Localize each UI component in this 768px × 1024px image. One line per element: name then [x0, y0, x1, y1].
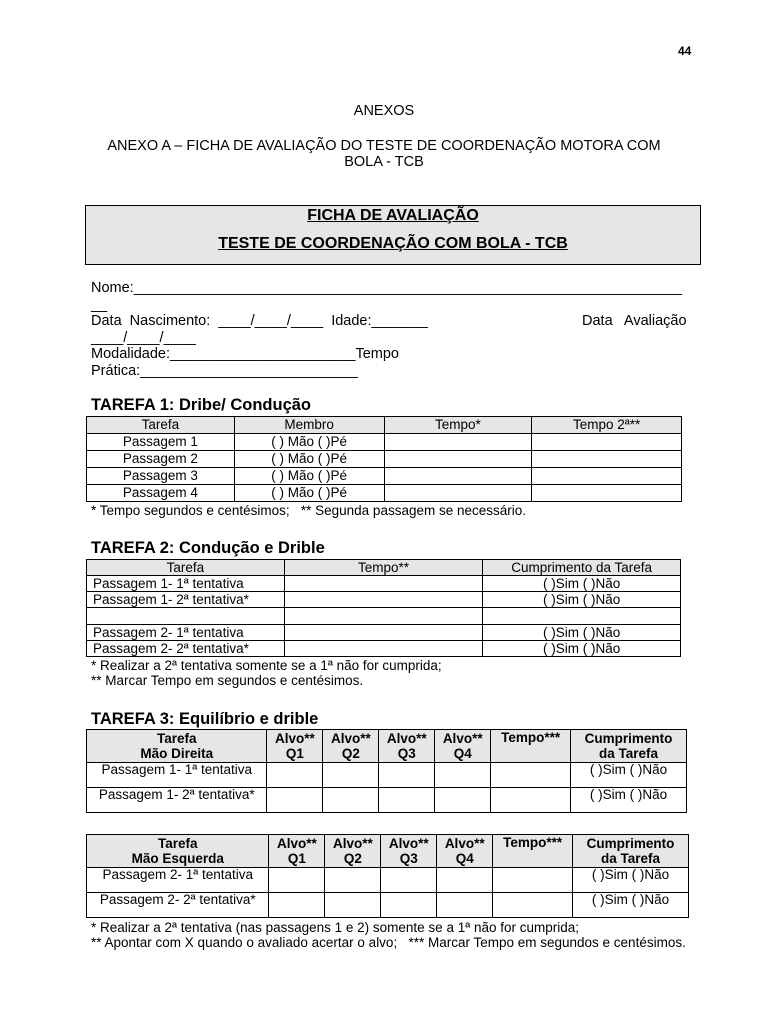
t3a-cell-q3[interactable] — [379, 763, 435, 788]
alvo-label: Alvo** — [444, 836, 485, 851]
t2-cell-tarefa: Passagem 1- 2ª tentativa* — [87, 592, 285, 608]
t2-cell-cumprimento[interactable]: ( )Sim ( )Não — [483, 641, 681, 657]
t1-cell-tarefa: Passagem 3 — [87, 468, 235, 485]
field-data-avaliacao-cont: ____/____/____ — [91, 330, 196, 346]
t1-cell-tempo2[interactable] — [532, 485, 682, 502]
t1-header-tempo: Tempo* — [384, 417, 532, 434]
t3a-cell-cumprimento[interactable]: ( )Sim ( )Não — [571, 763, 687, 788]
q2-label: Q2 — [341, 746, 360, 761]
alvo-label: Alvo** — [275, 731, 315, 746]
table-row — [87, 485, 682, 502]
t2-cell-tarefa: Passagem 2- 2ª tentativa* — [87, 641, 285, 657]
t3a-cell-tarefa: Passagem 1- 2ª tentativa* — [87, 788, 267, 813]
t3a-cell-q2[interactable] — [323, 788, 379, 813]
t1-cell-membro[interactable]: ( ) Mão ( )Pé — [234, 451, 384, 468]
table-row — [87, 868, 689, 893]
tarefa3-heading: TAREFA 3: Equilíbrio e drible — [91, 710, 319, 728]
t1-cell-tarefa: Passagem 2 — [87, 451, 235, 468]
q2-label: Q2 — [343, 851, 362, 866]
t3b-header-q1 — [269, 835, 325, 868]
table-row — [87, 468, 682, 485]
t2-cell-cumprimento[interactable]: ( )Sim ( )Não — [483, 592, 681, 608]
t3a-cell-q1[interactable] — [267, 788, 323, 813]
form-title-line1: FICHA DE AVALIAÇÃO — [307, 207, 479, 224]
field-nascimento: Data Nascimento: ____/____/____ Idade:_______ — [91, 313, 428, 329]
table-row — [87, 434, 682, 451]
tarefa1-table — [86, 416, 682, 502]
page-number: 44 — [678, 44, 692, 58]
t3a-header-cumprimento — [571, 730, 687, 763]
form-title-box — [85, 205, 701, 265]
t3a-header-q1 — [267, 730, 323, 763]
t2-header-tarefa: Tarefa — [87, 560, 285, 576]
t3b-header-q3 — [381, 835, 437, 868]
t3b-cell-tempo[interactable] — [493, 868, 573, 893]
t1-cell-tempo[interactable] — [384, 485, 532, 502]
t3b-cell-q1[interactable] — [269, 868, 325, 893]
alvo-label: Alvo** — [332, 836, 373, 851]
t3b-cell-q4[interactable] — [437, 868, 493, 893]
t1-header-tempo2: Tempo 2ª** — [532, 417, 682, 434]
tarefa2-note2: ** Marcar Tempo em segundos e centésimos. — [91, 673, 364, 688]
t2-cell-empty — [87, 608, 285, 625]
tarefa2-table — [86, 559, 681, 657]
t3b-header-tarefa-1: Tarefa — [157, 836, 198, 851]
field-modalidade: Modalidade:_______________________Tempo — [91, 346, 399, 362]
tarefa3-table-mao-esquerda — [86, 834, 689, 918]
t2-cell-cumprimento[interactable]: ( )Sim ( )Não — [483, 576, 681, 592]
t2-cell-tempo[interactable] — [284, 625, 483, 641]
t3a-cell-cumprimento[interactable]: ( )Sim ( )Não — [571, 788, 687, 813]
table-row — [87, 592, 681, 608]
cumprimento-label-2: da Tarefa — [599, 746, 659, 761]
t1-cell-tempo2[interactable] — [532, 434, 682, 451]
t3a-cell-q4[interactable] — [435, 763, 491, 788]
q1-label: Q1 — [287, 851, 306, 866]
t3b-cell-q3[interactable] — [381, 893, 437, 918]
t2-header-tempo: Tempo** — [284, 560, 483, 576]
t1-cell-tempo[interactable] — [384, 468, 532, 485]
t3a-cell-q4[interactable] — [435, 788, 491, 813]
t3a-cell-q2[interactable] — [323, 763, 379, 788]
q4-label: Q4 — [453, 746, 472, 761]
table-row — [87, 763, 687, 788]
q1-label: Q1 — [285, 746, 304, 761]
t2-header-cumprimento: Cumprimento da Tarefa — [483, 560, 681, 576]
q4-label: Q4 — [455, 851, 474, 866]
cumprimento-label-2: da Tarefa — [601, 851, 661, 866]
t3a-header-tarefa-2: Mão Direita — [140, 746, 214, 761]
t1-header-tarefa: Tarefa — [87, 417, 235, 434]
t3a-header-q3 — [379, 730, 435, 763]
form-title-line2: TESTE DE COORDENAÇÃO COM BOLA - TCB — [218, 235, 568, 252]
alvo-label: Alvo** — [442, 731, 483, 746]
table-row — [87, 451, 682, 468]
t3a-header-tarefa — [87, 730, 267, 763]
table-row — [87, 893, 689, 918]
t3b-header-q4 — [437, 835, 493, 868]
t3a-header-tempo: Tempo*** — [491, 730, 571, 763]
t3a-cell-tempo[interactable] — [491, 763, 571, 788]
t3a-cell-q3[interactable] — [379, 788, 435, 813]
t3a-header-tarefa-1: Tarefa — [156, 731, 197, 746]
t1-cell-membro[interactable]: ( ) Mão ( )Pé — [234, 434, 384, 451]
t2-cell-tempo[interactable] — [284, 592, 483, 608]
table-row — [87, 625, 681, 641]
table-row — [87, 641, 681, 657]
t2-cell-empty — [284, 608, 483, 625]
t2-cell-tempo[interactable] — [284, 641, 483, 657]
t3a-cell-q1[interactable] — [267, 763, 323, 788]
field-nome-cont: __ — [91, 297, 108, 313]
tarefa3-table-mao-direita — [86, 729, 687, 813]
t1-cell-tempo[interactable] — [384, 451, 532, 468]
section-title: ANEXOS — [353, 103, 415, 119]
t3b-header-cumprimento — [573, 835, 689, 868]
t3b-cell-cumprimento[interactable]: ( )Sim ( )Não — [573, 868, 689, 893]
t3b-cell-q3[interactable] — [381, 868, 437, 893]
t3b-cell-q4[interactable] — [437, 893, 493, 918]
t2-cell-tarefa: Passagem 2- 1ª tentativa — [87, 625, 285, 641]
alvo-label: Alvo** — [386, 731, 427, 746]
tarefa3-note1: * Realizar a 2ª tentativa (nas passagens 1 e 2) somente se a 1ª não for cumprida; — [91, 920, 580, 935]
t3b-cell-tarefa: Passagem 2- 2ª tentativa* — [87, 893, 269, 918]
cumprimento-label-1: Cumprimento — [584, 731, 673, 746]
annex-title-line2: BOLA - TCB — [344, 154, 424, 170]
alvo-label: Alvo** — [330, 731, 371, 746]
t1-cell-tempo2[interactable] — [532, 451, 682, 468]
t1-cell-tempo2[interactable] — [532, 468, 682, 485]
t3b-cell-cumprimento[interactable]: ( )Sim ( )Não — [573, 893, 689, 918]
tarefa1-note: * Tempo segundos e centésimos; ** Segunda passagem se necessário. — [91, 503, 527, 518]
t3a-cell-tempo[interactable] — [491, 788, 571, 813]
t1-cell-membro[interactable]: ( ) Mão ( )Pé — [234, 485, 384, 502]
t3a-header-q4 — [435, 730, 491, 763]
t3b-header-tarefa-2: Mão Esquerda — [131, 851, 224, 866]
t3a-cell-tarefa: Passagem 1- 1ª tentativa — [87, 763, 267, 788]
t2-cell-tarefa: Passagem 1- 1ª tentativa — [87, 576, 285, 592]
t3b-cell-tempo[interactable] — [493, 893, 573, 918]
t1-cell-membro[interactable]: ( ) Mão ( )Pé — [234, 468, 384, 485]
alvo-label: Alvo** — [388, 836, 429, 851]
t3b-header-tempo: Tempo*** — [493, 835, 573, 868]
q3-label: Q3 — [397, 746, 416, 761]
t1-cell-tarefa: Passagem 1 — [87, 434, 235, 451]
t1-cell-tarefa: Passagem 4 — [87, 485, 235, 502]
t1-header-membro: Membro — [234, 417, 384, 434]
tarefa2-heading: TAREFA 2: Condução e Drible — [91, 539, 325, 557]
cumprimento-label-1: Cumprimento — [586, 836, 675, 851]
t1-cell-tempo[interactable] — [384, 434, 532, 451]
t3b-cell-q2[interactable] — [325, 868, 381, 893]
q3-label: Q3 — [399, 851, 418, 866]
tarefa1-heading: TAREFA 1: Dribe/ Condução — [91, 396, 312, 414]
tarefa3-note2: ** Apontar com X quando o avaliado acertar o alvo; *** Marcar Tempo em segundos e centésimos. — [91, 935, 686, 950]
table-row — [87, 576, 681, 592]
table-row-spacer — [87, 608, 681, 625]
t2-cell-empty — [483, 608, 681, 625]
field-nome: Nome:____________________________________________________________________ — [91, 280, 683, 296]
t3b-header-q2 — [325, 835, 381, 868]
annex-title-line1: ANEXO A – FICHA DE AVALIAÇÃO DO TESTE DE COORDENAÇÃO MOTORA COM — [107, 138, 661, 154]
t3b-cell-q1[interactable] — [269, 893, 325, 918]
t3b-cell-q2[interactable] — [325, 893, 381, 918]
field-pratica: Prática:___________________________ — [91, 363, 358, 379]
table-row — [87, 788, 687, 813]
t2-cell-cumprimento[interactable]: ( )Sim ( )Não — [483, 625, 681, 641]
t3b-cell-tarefa: Passagem 2- 1ª tentativa — [87, 868, 269, 893]
t2-cell-tempo[interactable] — [284, 576, 483, 592]
t3b-header-tarefa — [87, 835, 269, 868]
field-data-avaliacao: Data Avaliação — [582, 313, 687, 329]
alvo-label: Alvo** — [277, 836, 317, 851]
t3a-header-q2 — [323, 730, 379, 763]
tarefa2-note1: * Realizar a 2ª tentativa somente se a 1ª não for cumprida; — [91, 658, 442, 673]
